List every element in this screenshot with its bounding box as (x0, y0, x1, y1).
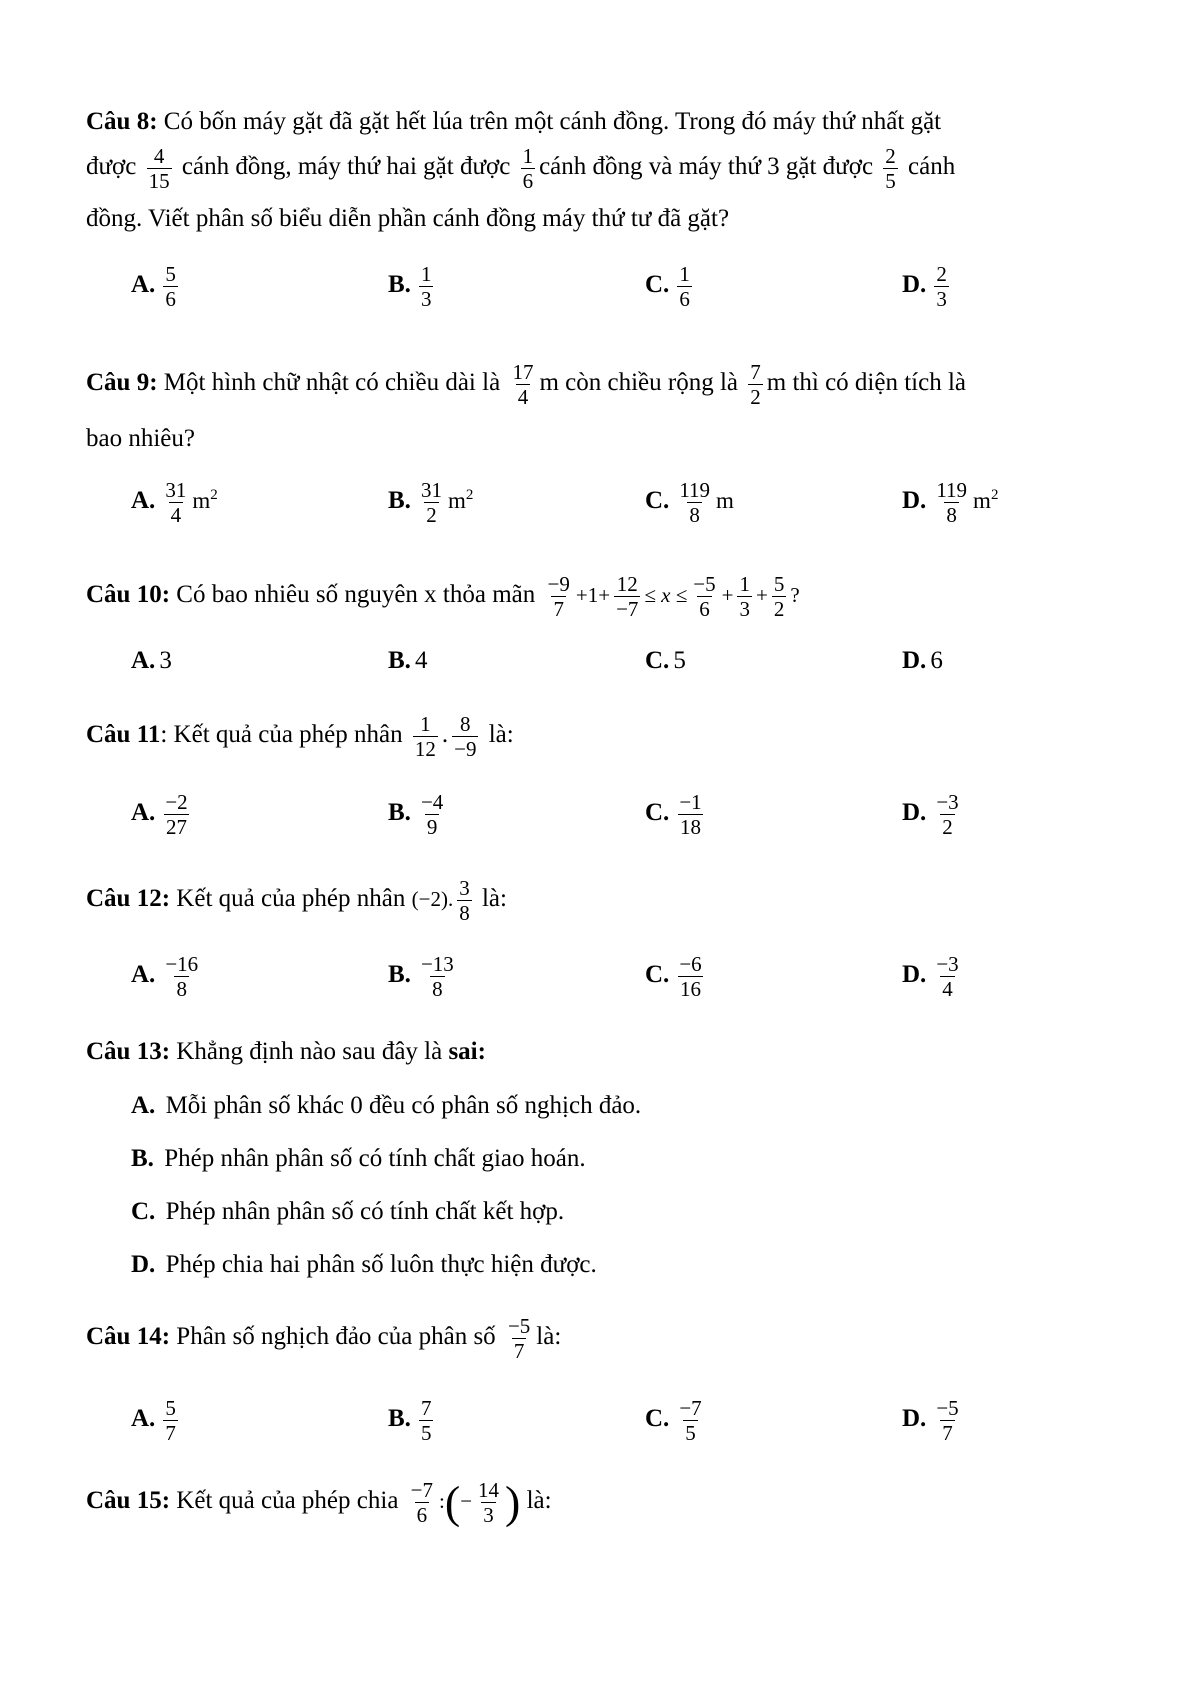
numerator: 119 (936, 478, 968, 502)
q13-line-1 (86, 1036, 486, 1068)
q9-fraction-1 (510, 360, 535, 409)
denominator: 7 (513, 1339, 525, 1363)
option-label: B. (388, 799, 411, 827)
option-label: A. (131, 799, 156, 827)
denominator: 5 (685, 1421, 696, 1445)
q15-fraction-2 (476, 1478, 501, 1527)
numerator: −5 (693, 572, 716, 596)
q15-fraction-1 (409, 1478, 435, 1527)
q10-label: Câu 10: (86, 581, 171, 609)
numerator: −2 (165, 790, 188, 814)
denominator: 4 (170, 503, 182, 527)
q12-text: Kết quả của phép nhân (170, 885, 412, 913)
option-label: D. (902, 271, 927, 299)
q10-fraction-4 (737, 572, 752, 621)
q12-option-c[interactable] (645, 952, 708, 1001)
option-value: 5 (673, 647, 686, 674)
q10-fraction-3 (691, 572, 717, 621)
q8-line-1 (86, 106, 941, 138)
option-label: C. (131, 1198, 156, 1225)
q9-option-d[interactable] (902, 478, 998, 527)
q9-line-2 (86, 423, 195, 455)
q11-label: Câu 11 (86, 721, 161, 749)
numerator: −1 (679, 790, 702, 814)
q11-end: là: (482, 721, 514, 749)
option-label: A. (131, 487, 156, 515)
numerator: 7 (750, 360, 761, 384)
denominator: 4 (942, 977, 953, 1001)
q8-text-1: Có bốn máy gặt đã gặt hết lúa trên một cánh đồng. Trong đó máy thứ nhất gặt (157, 108, 942, 135)
q10-text: Có bao nhiêu số nguyên x thỏa mãn (170, 581, 542, 609)
option-fraction (677, 790, 703, 839)
q13-option-b[interactable] (131, 1143, 586, 1175)
option-fraction (677, 262, 692, 311)
denominator: 6 (679, 287, 690, 311)
option-fraction (677, 478, 712, 527)
numerator: 2 (885, 144, 896, 168)
q11-option-a[interactable] (131, 790, 194, 839)
denominator: 27 (165, 815, 187, 839)
denominator: 8 (176, 977, 187, 1001)
numerator: 2 (936, 262, 947, 286)
q14-option-b[interactable] (388, 1396, 437, 1445)
option-label: B. (388, 271, 411, 299)
option-text: Mỗi phân số khác 0 đều có phân số nghịch đảo. (159, 1092, 642, 1119)
numerator: 4 (153, 144, 165, 168)
numerator: −3 (936, 790, 959, 814)
q15-line-1 (86, 1478, 552, 1527)
q10-option-b[interactable] (388, 645, 427, 677)
q15-end: là: (520, 1487, 552, 1515)
denominator: 2 (773, 597, 785, 621)
denominator: 5 (885, 169, 896, 193)
q8-label: Câu 8: (86, 108, 158, 135)
denominator: 3 (936, 287, 947, 311)
option-label: A. (131, 1092, 156, 1119)
option-label: D. (902, 487, 927, 515)
q13-option-d[interactable] (131, 1249, 597, 1281)
option-label: D. (902, 961, 927, 989)
operator: + (721, 583, 734, 608)
q10-line-1 (86, 572, 800, 621)
inequality: ≤ x ≤ (644, 583, 688, 608)
q12-line-1 (86, 876, 507, 925)
left-paren: ( (444, 1476, 461, 1528)
option-label: A. (131, 647, 156, 674)
numerator: −3 (936, 952, 959, 976)
option-fraction (934, 790, 960, 839)
numerator: 31 (165, 478, 187, 502)
q13-text: Khẳng định nào sau đây là (170, 1038, 449, 1065)
denominator: 16 (679, 977, 701, 1001)
numerator: −5 (507, 1314, 531, 1338)
q12-option-b[interactable] (388, 952, 460, 1001)
q9-text-2: bao nhiêu? (86, 425, 195, 452)
q8-fraction-2 (521, 144, 536, 193)
denominator: 7 (553, 597, 564, 621)
option-value: 4 (414, 647, 428, 674)
q12-fraction-1 (457, 876, 472, 925)
q9-text-1a: Một hình chữ nhật có chiều dài là (157, 369, 507, 397)
unit: m (716, 488, 734, 514)
q8-text-2a: được (86, 153, 143, 181)
q13-option-c[interactable] (131, 1196, 564, 1228)
q10-option-a[interactable] (131, 645, 172, 677)
option-fraction (163, 1396, 178, 1445)
q8-fraction-1 (147, 144, 172, 193)
q11-option-d[interactable] (902, 790, 965, 839)
denominator: 9 (426, 815, 438, 839)
q10-option-d[interactable] (902, 645, 943, 677)
q10-fraction-2 (614, 572, 640, 621)
option-fraction (934, 952, 960, 1001)
q11-fraction-1 (413, 712, 438, 761)
q8-text-2c: cánh đồng và máy thứ 3 gặt được (539, 153, 880, 181)
denominator: 3 (739, 597, 750, 621)
q10-fraction-5 (772, 572, 787, 621)
numerator: −9 (547, 572, 570, 596)
minus-sign: − (460, 1489, 473, 1514)
q11-option-c[interactable] (645, 790, 708, 839)
numerator: −7 (410, 1478, 434, 1502)
divide-sign: : (439, 1489, 445, 1514)
denominator: −9 (454, 737, 477, 761)
option-label: B. (388, 1405, 411, 1433)
denominator: 5 (420, 1421, 432, 1445)
denominator: −7 (616, 597, 639, 621)
numerator: 1 (420, 262, 432, 286)
denominator: 2 (942, 815, 953, 839)
q9-label: Câu 9: (86, 369, 158, 397)
option-fraction (163, 790, 189, 839)
operator: +1+ (575, 583, 611, 608)
denominator: 8 (689, 503, 700, 527)
q13-label: Câu 13: (86, 1038, 171, 1065)
option-fraction (677, 1396, 703, 1445)
q11-fraction-2 (452, 712, 478, 761)
q11-line-1 (86, 712, 514, 761)
q9-text-1b: m còn chiều rộng là (539, 369, 745, 397)
option-fraction (163, 262, 178, 311)
option-label: C. (645, 799, 670, 827)
numerator: 31 (420, 478, 442, 502)
numerator: 1 (420, 712, 431, 736)
option-fraction (163, 952, 200, 1001)
unit: m (973, 488, 991, 514)
option-fraction (677, 952, 703, 1001)
q12-factor: (−2). (411, 887, 454, 912)
denominator: 12 (414, 737, 436, 761)
option-fraction (419, 262, 434, 311)
option-fraction (934, 1396, 960, 1445)
q9-line-1 (86, 360, 966, 409)
numerator: 7 (420, 1396, 432, 1420)
unit: m (447, 488, 466, 514)
option-label: C. (645, 647, 670, 674)
denominator: 6 (699, 597, 710, 621)
denominator: 3 (420, 287, 432, 311)
numerator: 17 (512, 360, 534, 384)
numerator: 1 (679, 262, 690, 286)
denominator: 7 (942, 1421, 953, 1445)
q14-option-a[interactable] (131, 1396, 182, 1445)
denominator: 8 (432, 977, 443, 1001)
q8-line-3 (86, 203, 729, 235)
option-text: Phép nhân phân số có tính chất giao hoán. (157, 1145, 586, 1172)
q14-option-d[interactable] (902, 1396, 965, 1445)
denominator: 6 (522, 169, 534, 193)
option-label: B. (388, 647, 411, 674)
numerator: 8 (460, 712, 471, 736)
option-label: B. (388, 487, 411, 515)
numerator: −13 (420, 952, 454, 976)
option-label: C. (645, 271, 670, 299)
denominator: 6 (416, 1503, 428, 1527)
denominator: 18 (679, 815, 701, 839)
numerator: 12 (616, 572, 638, 596)
operator: + (755, 583, 768, 608)
option-label: A. (131, 271, 156, 299)
option-label: A. (131, 961, 156, 989)
option-fraction (419, 478, 444, 527)
option-label: A. (131, 1405, 156, 1433)
q9-option-b[interactable] (388, 478, 473, 527)
q12-label: Câu 12: (86, 885, 171, 913)
q14-fraction-1 (506, 1314, 532, 1363)
numerator: 3 (459, 876, 470, 900)
numerator: −6 (679, 952, 702, 976)
q8-option-b[interactable] (388, 262, 437, 311)
denominator: 3 (483, 1503, 494, 1527)
q12-end: là: (475, 885, 507, 913)
question-mark: ? (790, 583, 800, 608)
q8-fraction-3 (883, 144, 898, 193)
q9-fraction-2 (748, 360, 763, 409)
option-text: Phép chia hai phân số luôn thực hiện được. (159, 1251, 597, 1278)
q8-option-d[interactable] (902, 262, 953, 311)
numerator: 119 (679, 478, 711, 502)
q8-line-2 (86, 144, 955, 193)
q14-line-1 (86, 1314, 561, 1363)
q10-fraction-1 (546, 572, 572, 621)
denominator: 6 (165, 287, 176, 311)
option-value: 3 (159, 647, 172, 674)
numerator: 5 (165, 262, 176, 286)
option-label: C. (645, 961, 670, 989)
q11-text: : Kết quả của phép nhân (160, 721, 409, 749)
denominator: 8 (459, 901, 470, 925)
denominator: 4 (517, 385, 529, 409)
q14-option-c[interactable] (645, 1396, 708, 1445)
q8-text-2b: cánh đồng, máy thứ hai gặt được (175, 153, 517, 181)
option-text: Phép nhân phân số có tính chất kết hợp. (159, 1198, 565, 1225)
q12-option-a[interactable] (131, 952, 204, 1001)
q8-text-3: đồng. Viết phân số biểu diễn phần cánh đồng máy thứ tư đã gặt? (86, 205, 730, 232)
option-fraction (419, 790, 445, 839)
option-fraction (419, 952, 456, 1001)
option-fraction (934, 262, 949, 311)
option-fraction (163, 478, 188, 527)
multiply-dot: . (441, 721, 449, 749)
numerator: 1 (522, 144, 534, 168)
numerator: −4 (420, 790, 444, 814)
option-fraction (934, 478, 969, 527)
q9-option-c[interactable] (645, 478, 734, 527)
denominator: 7 (165, 1421, 176, 1445)
denominator: 2 (750, 385, 761, 409)
q15-label: Câu 15: (86, 1487, 171, 1515)
option-fraction (419, 1396, 434, 1445)
option-label: C. (645, 1405, 670, 1433)
numerator: 5 (165, 1396, 176, 1420)
denominator: 15 (148, 169, 170, 193)
option-label: D. (902, 1405, 927, 1433)
option-label: D. (131, 1251, 156, 1278)
unit: m (192, 488, 211, 514)
exponent: 2 (465, 486, 474, 503)
q8-option-c[interactable] (645, 262, 696, 311)
q10-option-c[interactable] (645, 645, 686, 677)
option-value: 6 (930, 647, 943, 674)
option-label: B. (388, 961, 411, 989)
numerator: 14 (478, 1478, 500, 1502)
right-paren: ) (505, 1476, 521, 1528)
denominator: 8 (946, 503, 957, 527)
option-label: D. (902, 647, 927, 674)
q9-text-1c: m thì có diện tích là (766, 369, 967, 397)
numerator: −7 (679, 1396, 702, 1420)
numerator: 5 (773, 572, 785, 596)
q13-emphasis: sai: (448, 1038, 486, 1065)
denominator: 2 (426, 503, 437, 527)
q12-option-d[interactable] (902, 952, 965, 1001)
q9-option-a[interactable] (131, 478, 218, 527)
numerator: 1 (739, 572, 750, 596)
q13-option-a[interactable] (131, 1090, 641, 1122)
exponent: 2 (990, 486, 999, 503)
option-label: C. (645, 487, 670, 515)
option-label: D. (902, 799, 927, 827)
numerator: −5 (936, 1396, 959, 1420)
q14-label: Câu 14: (86, 1323, 171, 1351)
numerator: −16 (165, 952, 199, 976)
q14-text: Phân số nghịch đảo của phân số (170, 1323, 502, 1351)
exponent: 2 (210, 486, 218, 503)
q8-text-2d: cánh (901, 153, 956, 181)
q15-text: Kết quả của phép chia (170, 1487, 405, 1515)
q14-end: là: (536, 1323, 562, 1351)
q8-option-a[interactable] (131, 262, 182, 311)
option-label: B. (131, 1145, 154, 1172)
q11-option-b[interactable] (388, 790, 449, 839)
